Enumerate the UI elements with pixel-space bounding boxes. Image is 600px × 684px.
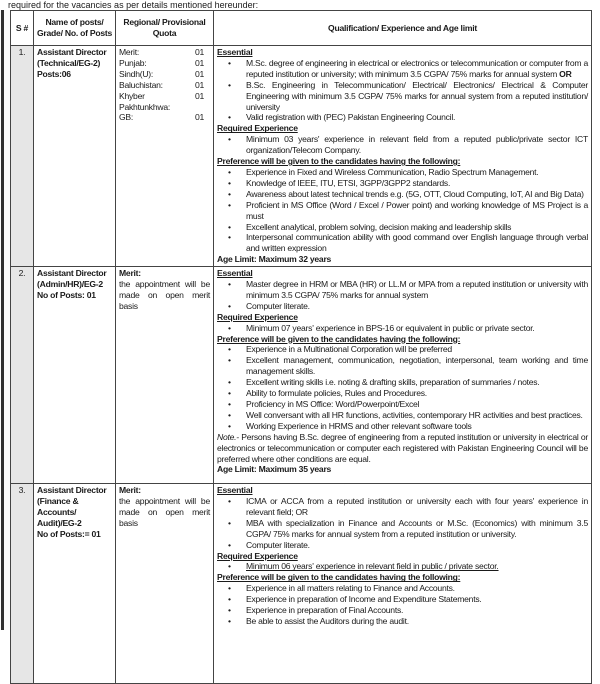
table-row	[11, 46, 592, 267]
preference-text: Well conversant with all HR functions, activities, contemporary HR activities and best practices.	[246, 409, 583, 420]
table-row	[11, 267, 592, 484]
experience-list	[217, 323, 588, 334]
preference-item	[217, 232, 588, 254]
experience-text: Minimum 06 years' experience in relevant field in public / private sector.	[246, 561, 499, 572]
preference-item	[217, 605, 588, 616]
essential-item	[217, 112, 588, 123]
experience-text: Minimum 07 years' experience in BPS-16 or equivalent in public or private sector.	[246, 322, 535, 333]
essential-heading: Essential	[217, 485, 253, 496]
post-name	[34, 46, 116, 267]
preference-heading: Preference will be given to the candidates having the following:	[217, 156, 461, 167]
age-limit: Age Limit: Maximum 32 years	[217, 254, 332, 265]
quota-count: 01	[194, 68, 204, 79]
experience-list	[217, 134, 588, 156]
experience-item	[217, 561, 588, 572]
post-title: Assistant Director (Admin/HR)/EG-2	[37, 268, 107, 290]
merit-text: the appointment will be made on open merit basis	[119, 496, 210, 528]
serial-number: 1.	[11, 46, 34, 267]
preference-list	[217, 344, 588, 431]
essential-item	[217, 301, 588, 312]
intro-text: required for the vacancies as per details mentioned hereunder:	[8, 0, 259, 10]
quota-count: 01	[194, 79, 204, 90]
header-row	[11, 11, 592, 46]
preference-text: Proficiency in MS Office: Word/Powerpoint/Excel	[246, 399, 420, 409]
preference-list	[217, 167, 588, 254]
preference-item	[217, 189, 588, 200]
essential-heading: Essential	[217, 47, 253, 57]
serial-number: 2.	[11, 267, 34, 484]
essential-text: Computer literate.	[246, 539, 310, 550]
quota-count: 01	[194, 90, 204, 101]
preference-item	[217, 410, 588, 421]
essential-item	[217, 540, 588, 551]
preference-text: Awareness about latest technical trends e.g. (5G, OTT, Cloud Computing, IoT, AI and Big Data)	[246, 188, 584, 199]
preference-item	[217, 421, 588, 432]
essential-list	[217, 496, 588, 551]
essential-list	[217, 58, 588, 123]
experience-item	[217, 134, 588, 156]
preference-text: Experience in a Multinational Corporation will be preferred	[246, 344, 452, 355]
merit-label: Merit:	[119, 485, 141, 496]
preference-text: Working Experience in HRMS and other relevant software tools	[246, 420, 472, 431]
header-sn: S #	[11, 11, 34, 46]
quota-item	[119, 69, 210, 80]
preference-text: Be able to assist the Auditors during the audit.	[246, 616, 409, 626]
preference-item	[217, 200, 588, 222]
preference-heading: Preference will be given to the candidates having the following:	[217, 333, 461, 344]
qualification-cell	[214, 484, 592, 684]
or-label: OR	[559, 68, 572, 79]
preference-item	[217, 178, 588, 189]
table-body	[11, 46, 592, 684]
essential-text: ICMA or ACCA from a reputed institution or university each with four years' experience in relevant field; OR	[246, 496, 588, 517]
quota-region: GB:	[119, 112, 134, 123]
essential-item	[217, 518, 588, 540]
quota-count: 01	[194, 57, 204, 68]
qualification-cell	[214, 267, 592, 484]
preference-text: Excellent writing skills i.e. noting & drafting skills, preparation of summaries / notes.	[246, 377, 540, 388]
note-text: Persons having B.Sc. degree of engineering from a reputed institution or university in electrical or electronics or telecommunication or computer each registered with Pakistan Engineering Council will be preferred where other conditions are equal.	[217, 431, 588, 464]
essential-text: M.Sc. degree of engineering in electrical or electronics or telecommunication or computer from a reputed institution or university; with minimum 3.5 CGPA/ 75% marks for annual system	[246, 57, 588, 79]
quota-region: Baluchistan:	[119, 79, 163, 90]
preference-item	[217, 222, 588, 233]
preference-text: Ability to formulate policies, Rules and Procedures.	[246, 388, 427, 399]
preference-text: Experience in Fixed and Wireless Communication, Radio Spectrum Management.	[246, 166, 539, 177]
quota-item	[119, 112, 210, 123]
serial-number: 3.	[11, 484, 34, 684]
age-limit: Age Limit: Maximum 35 years	[217, 464, 332, 475]
preference-text: Excellent management, communication, negotiation, interpersonal, team working and time management skills.	[246, 355, 588, 377]
essential-text: Valid registration with (PEC) Pakistan Engineering Council.	[246, 112, 456, 123]
table-row	[11, 484, 592, 684]
preference-text: Knowledge of IEEE, ITU, ETSI, 3GPP/3GPP2 standards.	[246, 177, 451, 188]
essential-item	[217, 496, 588, 518]
quota-region: Sindh(U):	[119, 68, 154, 79]
preference-list	[217, 583, 588, 627]
post-count: No of Posts:= 01	[37, 528, 101, 539]
essential-list	[217, 279, 588, 312]
quota-count: 01	[194, 47, 204, 57]
post-count: Posts:06	[37, 68, 71, 79]
post-name	[34, 267, 116, 484]
preference-item	[217, 344, 588, 355]
quota-region: Merit:	[119, 47, 139, 57]
experience-heading: Required Experience	[217, 311, 298, 322]
experience-text: Minimum 03 years' experience in relevant field from a reputed public/private sector ICT organization/Telecom Company.	[246, 134, 588, 156]
qualification-cell	[214, 46, 592, 267]
essential-text: B.Sc. Engineering in Telecommunication/ Electrical/ Electronics/ Electrical & Computer Engineering with minimum 3.5 CGPA/ 75% marks for annual system from a reputed institution/ university	[246, 79, 588, 112]
essential-item	[217, 279, 588, 301]
merit-label: Merit:	[119, 268, 141, 279]
quota-item	[119, 47, 210, 58]
quota-item	[119, 80, 210, 91]
post-title: Assistant Director (Technical/EG-2)	[37, 47, 107, 68]
essential-text: Master degree in HRM or MBA (HR) or LL.M or MPA from a reputed institution or university with minimum 3.5 CGPA/ 75% marks for annual system	[246, 279, 588, 300]
preference-heading: Preference will be given to the candidates having the following:	[217, 572, 461, 583]
quota-cell	[116, 46, 214, 267]
quota-cell	[116, 484, 214, 684]
header-qualification: Qualification/ Experience and Age limit	[214, 11, 592, 46]
note-label: Note.-	[217, 431, 239, 442]
post-count: No of Posts: 01	[37, 289, 96, 300]
preference-text: Experience in preparation of Income and Expenditure Statements.	[246, 594, 482, 605]
preference-item	[217, 167, 588, 178]
preference-item	[217, 355, 588, 377]
quota-item	[119, 91, 210, 113]
preference-text: Proficient in MS Office (Word / Excel / Power point) and working knowledge of MS Project is a must	[246, 199, 588, 221]
preference-item	[217, 388, 588, 399]
quota-cell	[116, 267, 214, 484]
header-name: Name of posts/ Grade/ No. of Posts	[34, 11, 116, 46]
header-quota: Regional/ Provisional Quota	[116, 11, 214, 46]
essential-item	[217, 58, 588, 80]
experience-list	[217, 561, 588, 572]
quota-count: 01	[194, 112, 204, 123]
preference-item	[217, 377, 588, 388]
preference-text: Interpersonal communication ability with good command over English language through verbal and written expression	[246, 232, 588, 254]
post-title: Assistant Director (Finance & Accounts/ Audit)/EG-2	[37, 485, 107, 528]
quota-item	[119, 58, 210, 69]
essential-text: Computer literate.	[246, 300, 310, 311]
essential-text: MBA with specialization in Finance and Accounts or M.Sc. (Economics) with minimum 3.5 CGPA/ 75% marks for annual system from a reputed institution or university.	[246, 517, 588, 539]
experience-item	[217, 323, 588, 334]
quota-region: Khyber Pakhtunkhwa:	[119, 90, 170, 112]
preference-item	[217, 399, 588, 410]
note	[217, 432, 588, 465]
quota-region: Punjab:	[119, 57, 147, 68]
essential-heading: Essential	[217, 268, 253, 279]
preference-text: Experience in preparation of Final Accounts.	[246, 605, 404, 616]
post-name	[34, 484, 116, 684]
experience-heading: Required Experience	[217, 123, 298, 134]
merit-text: the appointment will be made on open merit basis	[119, 279, 210, 311]
preference-text: Excellent analytical, problem solving, decision making and leadership skills	[246, 221, 512, 232]
preference-item	[217, 583, 588, 594]
preference-text: Experience in all matters relating to Finance and Accounts.	[246, 583, 455, 594]
experience-heading: Required Experience	[217, 550, 298, 561]
preference-item	[217, 616, 588, 627]
vacancy-table	[10, 10, 592, 684]
essential-item	[217, 80, 588, 113]
